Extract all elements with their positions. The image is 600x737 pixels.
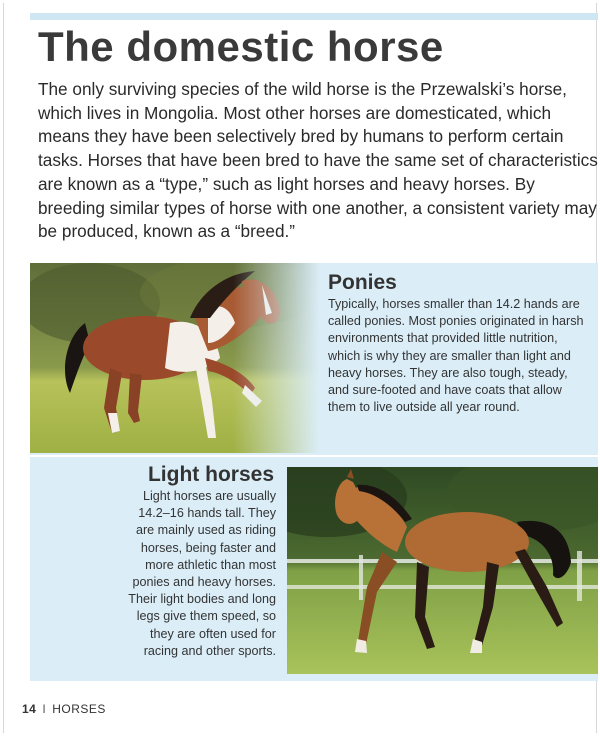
light-horse-photo [287,467,598,674]
intro-paragraph: The only surviving species of the wild horse is the Przewalski’s horse, which lives in Mongolia. Most other horses are domesticated, which means they have been selectively bred by humans to perform certain tasks. Horses that have been bred to have the same set of characteristics are known as a “type,” such as light horses and heavy horses. By breeding similar types of horse with one another, a consistent variety may be produced, known as a “breed.” [38,79,598,242]
footer-section-name: HORSES [52,702,106,716]
light-horses-text: Light horses are usually 14.2–16 hands tall. They are mainly used as riding horses, being faster and more athletic than most ponies and heavy horses. Their light bodies and long legs give them speed, so they are often used for racing and other sports. [128,489,276,658]
page-edge-left [3,3,4,733]
top-accent-bar [30,13,598,20]
ponies-heading: Ponies [328,271,397,294]
panel-divider [30,455,598,457]
pony-photo [30,263,320,453]
ponies-text: Typically, horses smaller than 14.2 hands are called ponies. Most ponies originated in harsh environments that provided little nutrition, which is why they are smaller than light and heavy horses. They are also tough, steady, and sure-footed and have coats that allow them to live outside all year round. [328,297,584,415]
page-number: 14 [22,702,37,716]
page-title: The domestic horse [38,23,444,70]
footer-separator: I [42,702,47,716]
page-footer [22,702,106,716]
light-horses-heading: Light horses [147,463,274,486]
